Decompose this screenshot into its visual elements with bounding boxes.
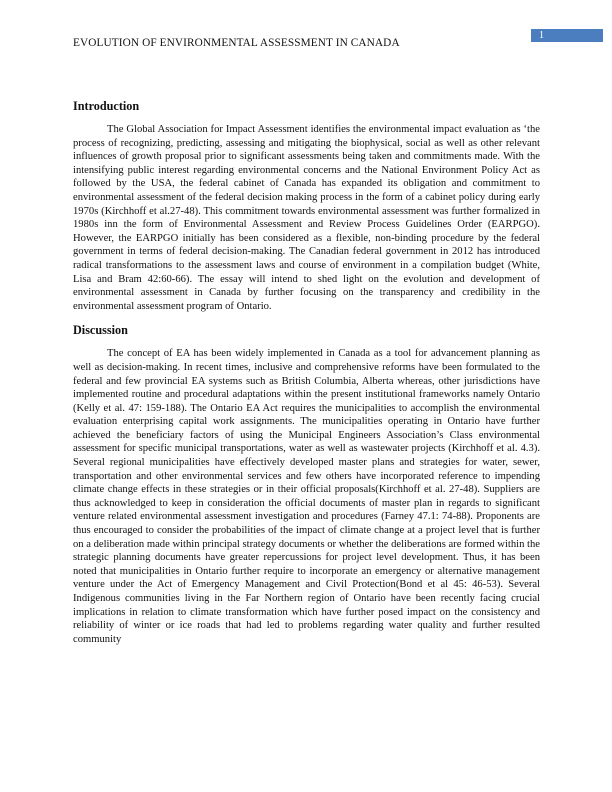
discussion-heading: Discussion <box>73 323 128 338</box>
introduction-paragraph: The Global Association for Impact Assessment identifies the environmental impact evaluation as ‘the process of recognizing, predicting, assessing and mitigating the biophysical, social as well as other relevant influences of growth proposal prior to significant assessments being taken and commitments made. With the intensifying public interest regarding environmental concerns and the National Environment Policy Act as followed by the USA, the federal cabinet of Canada has expanded its obligation and commitment to environmental assessment of the federal decision making process in the form of a cabinet policy during early 1970s (Kirchhoff et al.27-48). This commitment towards environmental assessment was further formalized in 1980s inn the form of Environmental Assessment and Review Process Guidelines Order (EARPGO). However, the EARPGO initially has been considered as a flexible, non-binding procedure by the federal government in terms of federal decision-making. The Canadian federal government in 2012 has introduced radical transformations to the assessment laws and course of environment in a compilation budget (White, Lisa and Bram 42:60-66). The essay will intend to shed light on the evolution and development of environmental assessment in Canada by further focusing on the transparency and credibility in the environmental assessment program of Ontario. <box>73 124 540 312</box>
running-head: EVOLUTION OF ENVIRONMENTAL ASSESSMENT IN CANADA <box>73 37 400 49</box>
document-body <box>73 99 540 646</box>
page-number: 1 <box>531 29 603 42</box>
discussion-paragraph: The concept of EA has been widely implemented in Canada as a tool for advancement planning as well as decision-making. In recent times, inclusive and comprehensive reforms have been formulated to the federal and few provincial EA systems such as British Columbia, Alberta whereas, other jurisdictions have implemented routine and procedural adaptations within the present institutional frameworks namely Ontario (Kelly et al. 47: 159-188). The Ontario EA Act requires the municipalities to accomplish the environmental evaluation enterprising capital work assignments. The municipalities operating in Ontario have further achieved the beneficiary factors of using the Municipal Engineers Association’s Class environmental assessment for specific municipal transportations, water as well as wastewater projects (Kirchhoff et al. 4.3). Several regional municipalities have effectively developed master plans and strategies for water, sewer, transportation and other environmental services and few others have incorporated reference to impending climate change effects in these strategies or in their official proposals(Kirchhoff et al. 27-48). Suppliers are thus acknowledged to keep in consideration the official documents of master plan in regards to significant venture related environmental assessment investigation and procedures (Farney 47.1: 74-88). Proponents are thus encouraged to consider the probabilities of the impact of climate change at a project level that is further on a deliberation made within principal strategy documents or whether the deliberations are formed within the strategic planning documents have greater repercussions for project level development. Thus, it has been noted that municipalities in Ontario further require to incorporate an emergency or alternative management venture under the Act of Emergency Management and Civil Protection(Bond et al 45: 46-53). Several Indigenous communities living in the Far Northern region of Ontario have been recently facing crucial implications in relation to climate transformation which have further posed impact on the consistency and reliability of winter or ice roads that had led to problems regarding water quality and further resulted community <box>73 348 540 645</box>
introduction-heading: Introduction <box>73 99 140 113</box>
